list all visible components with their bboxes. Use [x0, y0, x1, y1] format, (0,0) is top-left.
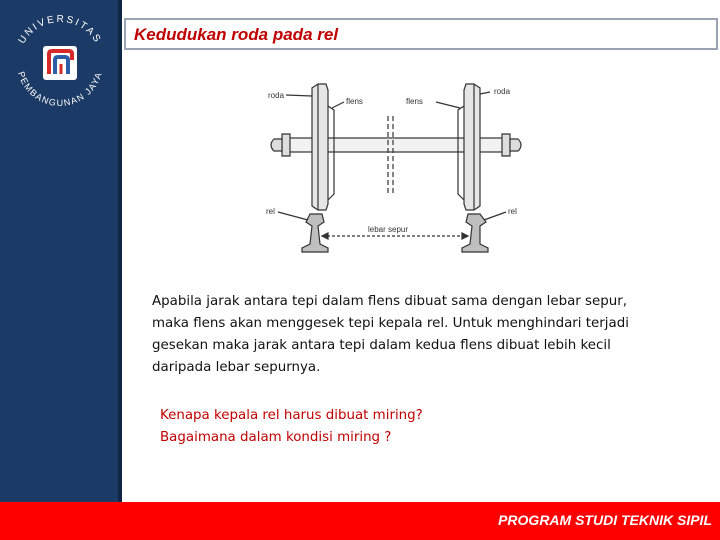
wheel-on-rail-diagram: [260, 76, 532, 264]
label-rel-right: rel: [508, 207, 517, 216]
logo-ring-text-bottom: PEMBANGUNAN JAYA: [16, 70, 104, 109]
label-roda-right: roda: [494, 87, 511, 96]
logo-emblem-icon: [43, 46, 77, 80]
label-rel-left: rel: [266, 207, 275, 216]
label-lebar-sepur: lebar sepur: [368, 225, 409, 234]
sidebar-divider: [118, 0, 122, 502]
explanation-paragraph: [152, 291, 692, 379]
question-line: Kenapa kepala rel harus dibuat miring?: [160, 408, 423, 423]
footer-bar: [0, 502, 720, 540]
university-logo: [5, 8, 115, 118]
paragraph-line: maka flens akan menggesek tepi kepala rel. Untuk menghindari terjadi: [152, 316, 629, 331]
label-flens-right: flens: [406, 97, 423, 106]
logo-ring-text-top: UNIVERSITAS: [16, 13, 104, 46]
paragraph-line: gesekan maka jarak antara tepi dalam kedua flens dibuat lebih kecil: [152, 338, 611, 353]
question-line: Bagaimana dalam kondisi miring ?: [160, 430, 392, 445]
footer-text: PROGRAM STUDI TEKNIK SIPIL: [498, 512, 712, 528]
label-roda-left: roda: [268, 91, 285, 100]
paragraph-line: Apabila jarak antara tepi dalam flens dibuat sama dengan lebar sepur,: [152, 294, 627, 309]
label-flens-left: flens: [346, 97, 363, 106]
title-box: [124, 18, 718, 50]
page-title: Kedudukan roda pada rel: [134, 25, 339, 44]
questions: [160, 405, 680, 449]
paragraph-line: daripada lebar sepurnya.: [152, 360, 321, 375]
